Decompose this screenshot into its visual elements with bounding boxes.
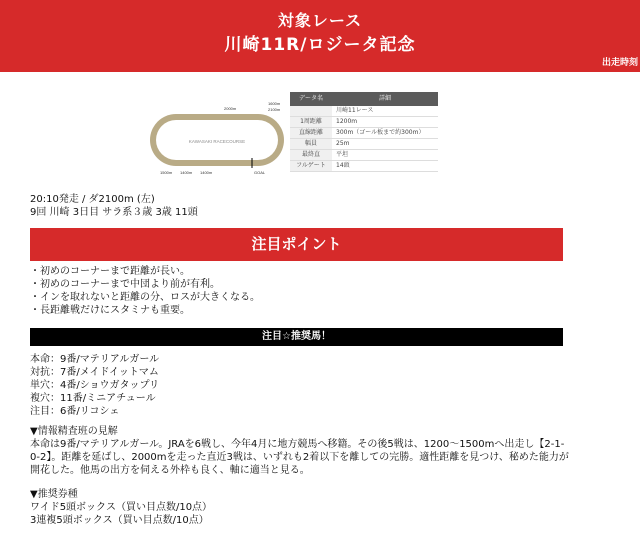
- race-meeting-details: 9回 川崎 3日目 サラ系３歳 3歳 11頭: [30, 207, 198, 218]
- label-2000m: 2000m: [224, 106, 237, 111]
- table-row: [290, 106, 438, 117]
- table-row: [290, 161, 438, 172]
- header-corner-text: 出走時刻: [601, 58, 638, 69]
- course-map: [142, 100, 292, 178]
- table-header-cell: データ名: [290, 92, 332, 106]
- table-cell-value: 川崎11レース: [332, 106, 438, 117]
- label-1500m: 1500m: [160, 170, 173, 175]
- pick-honmei: 本命：9番/マテリアルガール: [30, 354, 160, 365]
- list-item: ・初めのコーナーまで距離が長い。: [30, 266, 190, 277]
- pick-fukuana: 複穴：11番/ミニアチュール: [30, 393, 156, 404]
- pick-chuumoku: 注目：6番/リコシェ: [30, 406, 120, 417]
- pick-taikou: 対抗：7番/メイドイットマム: [30, 367, 159, 378]
- analysis-body: 本命は9番/マテリアルガール。JRAを6戦し、今年4月に地方競馬へ移籍。その後5戦は、1200～1500mへ出走し【2-1-0-2】。距離を延ばし、2000mを走った直近3戦は、いずれも2着以下を離しての完勝。適性距離を見つけ、秘めた能力が開花した。他馬の出方を伺える外枠も良く、軸に適当と見る。: [30, 439, 569, 476]
- list-item: ・インを取れないと距離の分、ロスが大きくなる。: [30, 292, 260, 303]
- course-info-table: [290, 92, 438, 172]
- table-header-cell: 詳細: [332, 92, 438, 106]
- table-cell-key: [290, 106, 332, 117]
- race-name: 川崎11R/ロジータ記念: [224, 35, 416, 55]
- table-row: [290, 128, 438, 139]
- race-info: [30, 193, 198, 219]
- table-cell-key: 幅員: [290, 139, 332, 150]
- analysis-section: [30, 425, 570, 477]
- attention-points-list: [30, 265, 260, 317]
- bet-line: 3連複5頭ボックス（買い目点数/10点）: [30, 515, 209, 526]
- table-header-row: [290, 92, 438, 106]
- bets-heading: ▼推奨券種: [30, 489, 78, 500]
- analysis-heading: ▼情報精査班の見解: [30, 426, 118, 437]
- page-header: [0, 0, 640, 72]
- course-name-label: KAWASAKI RACECOURSE: [188, 139, 246, 144]
- table-cell-value: 平坦: [332, 150, 438, 161]
- table-cell-value: 1200m: [332, 117, 438, 128]
- table-cell-key: 1周距離: [290, 117, 332, 128]
- race-time-distance: 20:10発走 / ダ2100m (左): [30, 194, 155, 205]
- bet-line: ワイド5頭ボックス（買い目点数/10点）: [30, 502, 213, 513]
- label-2100m: 2100m: [268, 107, 281, 112]
- table-cell-key: 直線距離: [290, 128, 332, 139]
- table-cell-key: フルゲート: [290, 161, 332, 172]
- table-cell-value: 300m（ゴール板まで約300m）: [332, 128, 438, 139]
- table-row: [290, 150, 438, 161]
- table-cell-value: 14頭: [332, 161, 438, 172]
- recommend-picks: [30, 353, 159, 418]
- label-goal: GOAL: [254, 170, 266, 175]
- table-row: [290, 139, 438, 150]
- header-title: 対象レース: [277, 11, 363, 30]
- label-1400m-b: 1400m: [200, 170, 213, 175]
- label-1600m: 1600m: [268, 101, 281, 106]
- table-cell-key: 最終直: [290, 150, 332, 161]
- bets-section: [30, 488, 570, 527]
- attention-banner: 注目ポイント: [30, 228, 563, 261]
- pick-tanana: 単穴：4番/ショウガタップリ: [30, 380, 160, 391]
- label-1400m-a: 1400m: [180, 170, 193, 175]
- list-item: ・初めのコーナーまで中団より前が有利。: [30, 279, 220, 290]
- table-row: [290, 117, 438, 128]
- list-item: ・長距離戦だけにスタミナも重要。: [30, 305, 190, 316]
- recommend-heading-bar: 注目☆推奨馬！: [30, 328, 563, 346]
- table-cell-value: 25m: [332, 139, 438, 150]
